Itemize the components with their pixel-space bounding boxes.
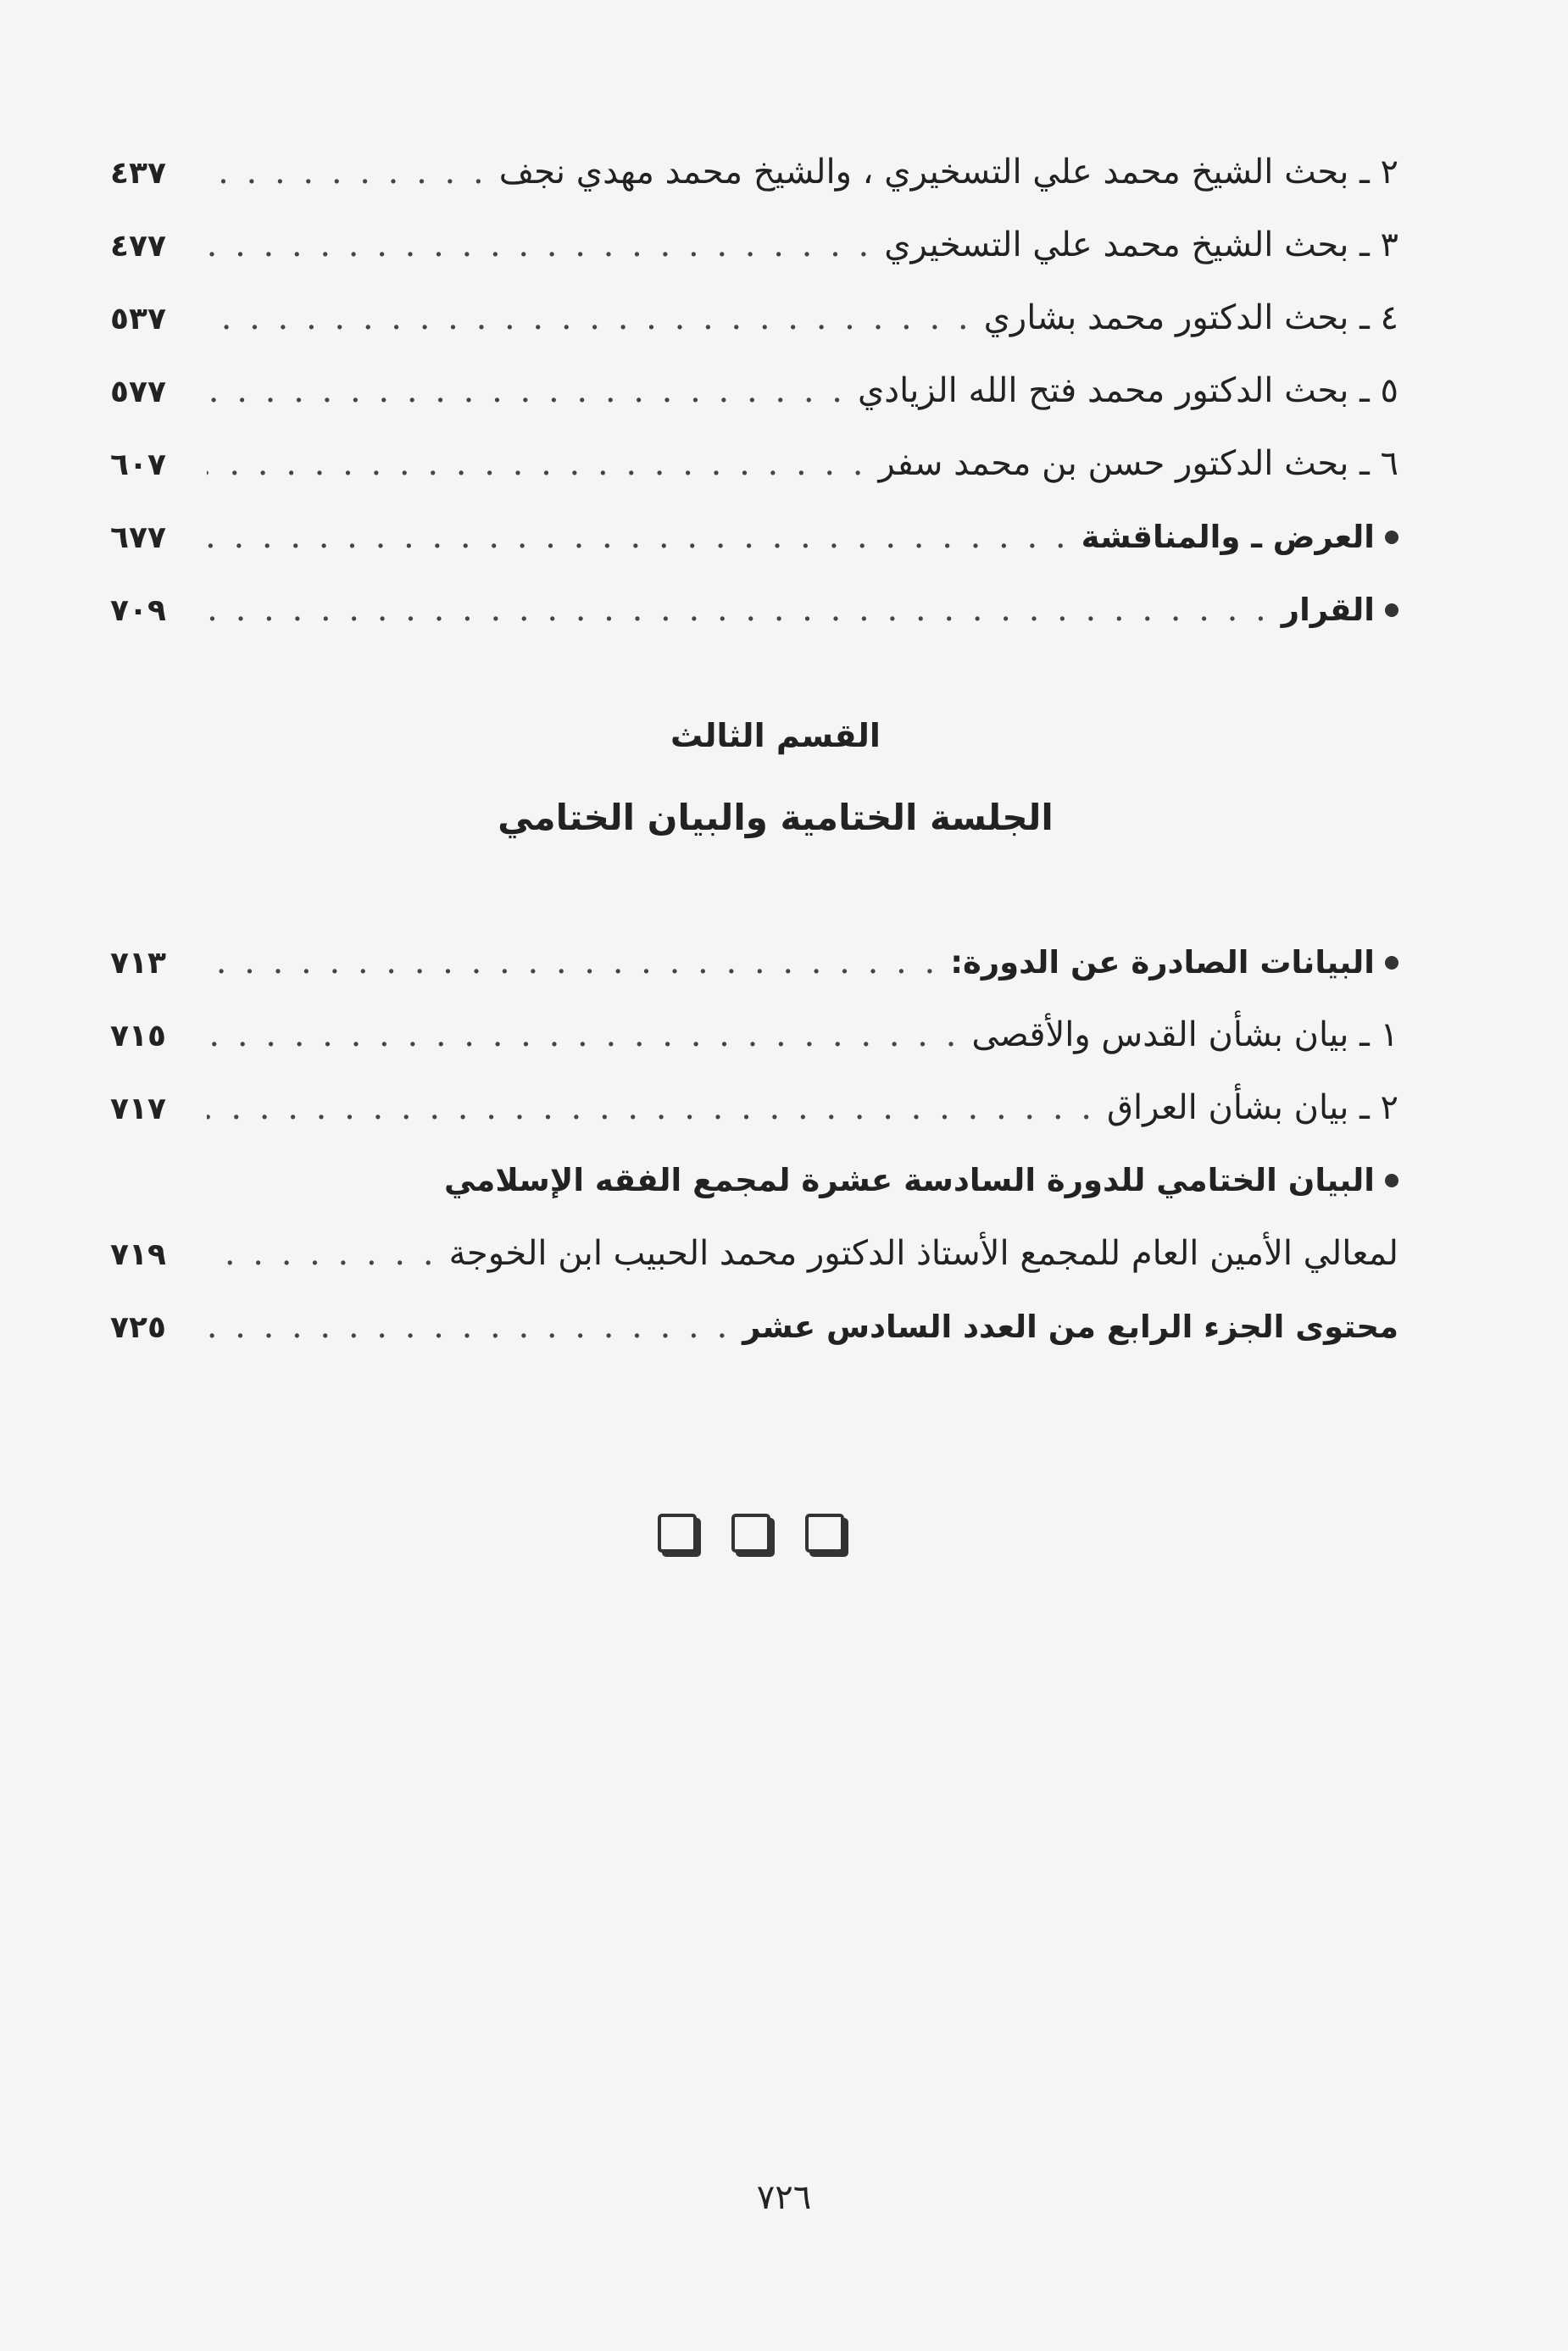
toc-entry-title: ٥ ـ بحث الدكتور محمد فتح الله الزيادي [857, 371, 1398, 410]
leader-dots [207, 1290, 731, 1363]
toc-entry-page: ٧١٩ [110, 1237, 166, 1272]
square-ornament-icon [805, 1514, 844, 1553]
end-ornament [658, 1514, 844, 1561]
toc-block-closing [110, 925, 1398, 1363]
toc-row [110, 573, 1398, 646]
toc-entry-title [1282, 574, 1398, 647]
toc-entry-text: البيان الختامي للدورة السادسة عشرة لمجمع الفقه الإسلامي [443, 1162, 1375, 1198]
toc-entry-text: القرار [1281, 592, 1375, 628]
toc-row [110, 1071, 1398, 1144]
toc-entry-title: محتوى الجزء الرابع من العدد السادس عشر [742, 1309, 1398, 1345]
toc-entry-page: ٥٧٧ [110, 375, 166, 409]
toc-entry-title [1081, 501, 1398, 574]
leader-dots [207, 998, 959, 1071]
section-heading: القسم الثالث [670, 717, 881, 754]
square-ornament-icon [731, 1514, 770, 1553]
leader-dots [207, 136, 487, 208]
toc-entry-page: ٤٧٧ [110, 229, 166, 264]
toc-row [110, 925, 1398, 998]
toc-entry-page: ٧١٧ [110, 1092, 166, 1126]
toc-entry-title: ٢ ـ بيان بشأن العراق [1106, 1088, 1398, 1127]
toc-entry-title: ٤ ـ بحث الدكتور محمد بشاري [983, 298, 1398, 337]
toc-entry-page: ٧١٥ [110, 1019, 166, 1053]
toc-block-research [110, 136, 1398, 646]
leader-dots [207, 573, 1270, 646]
leader-dots [207, 281, 972, 354]
toc-row [110, 208, 1398, 281]
toc-row [110, 998, 1398, 1071]
toc-entry-title: لمعالي الأمين العام للمجمع الأستاذ الدكتور محمد الحبيب ابن الخوجة [448, 1234, 1398, 1273]
toc-entry-page: ٧١٣ [110, 946, 166, 981]
toc-entry-title: ٣ ـ بحث الشيخ محمد علي التسخيري [884, 225, 1398, 264]
toc-row [110, 354, 1398, 427]
toc-entry-page: ٧٢٥ [110, 1310, 166, 1345]
leader-dots [207, 1217, 437, 1290]
bullet-icon [1385, 1174, 1398, 1187]
leader-dots [207, 208, 872, 281]
leader-dots [207, 500, 1070, 573]
leader-dots [207, 427, 867, 500]
toc-entry-page: ٦٧٧ [110, 520, 166, 555]
leader-dots [207, 925, 938, 998]
toc-entry-title: ١ ـ بيان بشأن القدس والأقصى [971, 1015, 1398, 1054]
toc-entry-page: ٥٣٧ [110, 302, 166, 336]
toc-row [110, 136, 1398, 208]
bullet-icon [1385, 956, 1398, 970]
leader-dots [207, 1071, 1095, 1144]
toc-entry-title: ٦ ـ بحث الدكتور حسن بن محمد سفر [878, 444, 1398, 483]
toc-entry-title: ٢ ـ بحث الشيخ محمد علي التسخيري ، والشيخ محمد مهدي نجف [498, 153, 1398, 192]
toc-row [110, 1144, 1398, 1217]
section-subheading: الجلسة الختامية والبيان الختامي [498, 797, 1054, 838]
page-number: ٧٢٦ [756, 2178, 812, 2217]
toc-entry-title [444, 1144, 1398, 1217]
toc-row [110, 281, 1398, 354]
bullet-icon [1385, 531, 1398, 544]
toc-entry-page: ٦٠٧ [110, 447, 166, 482]
toc-entry-text: العرض ـ والمناقشة [1081, 519, 1375, 555]
toc-entry-text: البيانات الصادرة عن الدورة: [950, 944, 1375, 981]
toc-row [110, 1217, 1398, 1290]
toc-row [110, 427, 1398, 500]
square-ornament-icon [658, 1514, 697, 1553]
toc-row [110, 500, 1398, 573]
toc-entry-title [950, 926, 1398, 999]
toc-row [110, 1290, 1398, 1363]
toc-entry-page: ٤٣٧ [110, 156, 166, 191]
leader-dots [207, 354, 846, 427]
toc-entry-page: ٧٠٩ [110, 593, 166, 628]
bullet-icon [1385, 603, 1398, 617]
